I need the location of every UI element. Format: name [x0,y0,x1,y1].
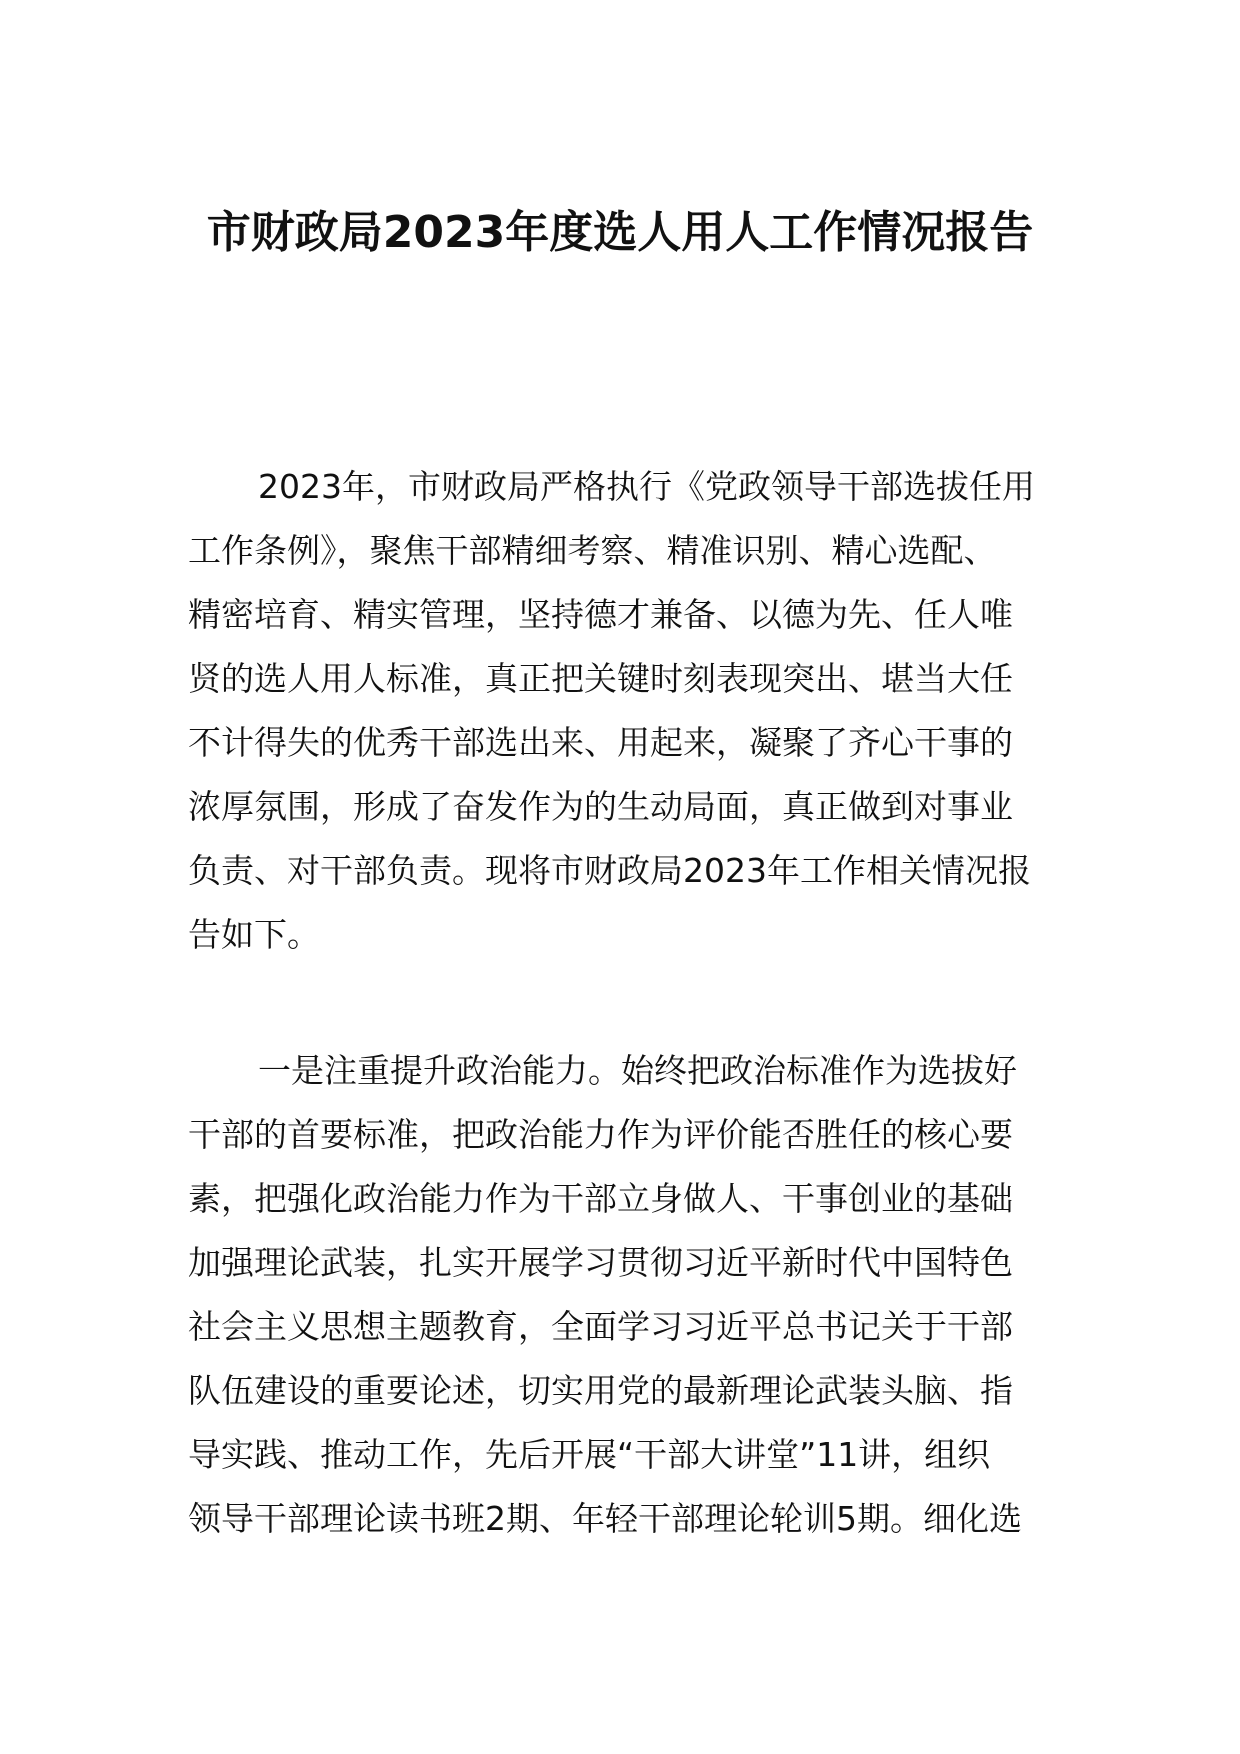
paragraph-line: 导实践、推动工作，先后开展“干部大讲堂”11讲，组织 [188,1435,991,1474]
paragraph-1 [188,455,1052,967]
paragraph-line: 社会主义思想主题教育，全面学习习近平总书记关于干部 [188,1307,1013,1346]
paragraph-line: 2023年，市财政局严格执行《党政领导干部选拔任用 [258,467,1035,506]
paragraph-line: 工作条例》，聚焦干部精细考察、精准识别、精心选配、 [188,531,997,570]
paragraph-2 [188,1039,1052,1551]
paragraph-line: 负责、对干部负责。现将市财政局2023年工作相关情况报 [188,851,1031,890]
paragraph-line: 一是注重提升政治能力。始终把政治标准作为选拔好 [258,1051,1017,1090]
paragraph-line: 领导干部理论读书班2期、年轻干部理论轮训5期。细化选 [188,1499,1022,1538]
paragraph-line: 队伍建设的重要论述，切实用党的最新理论武装头脑、指 [188,1371,1013,1410]
paragraph-line: 精密培育、精实管理，坚持德才兼备、以德为先、任人唯 [188,595,1013,634]
paragraph-line: 不计得失的优秀干部选出来、用起来，凝聚了齐心干事的 [188,723,1013,762]
paragraph-line: 贤的选人用人标准，真正把关键时刻表现突出、堪当大任 [188,659,1013,698]
paragraph-line: 素，把强化政治能力作为干部立身做人、干事创业的基础 [188,1179,1013,1218]
document-title: 市财政局2023年度选人用人工作情况报告 [206,207,1034,258]
paragraph-line: 干部的首要标准，把政治能力作为评价能否胜任的核心要 [188,1115,1013,1154]
paragraph-line: 加强理论武装，扎实开展学习贯彻习近平新时代中国特色 [188,1243,1013,1282]
paragraph-line: 告如下。 [188,915,320,954]
paragraph-line: 浓厚氛围，形成了奋发作为的生动局面，真正做到对事业 [188,787,1013,826]
